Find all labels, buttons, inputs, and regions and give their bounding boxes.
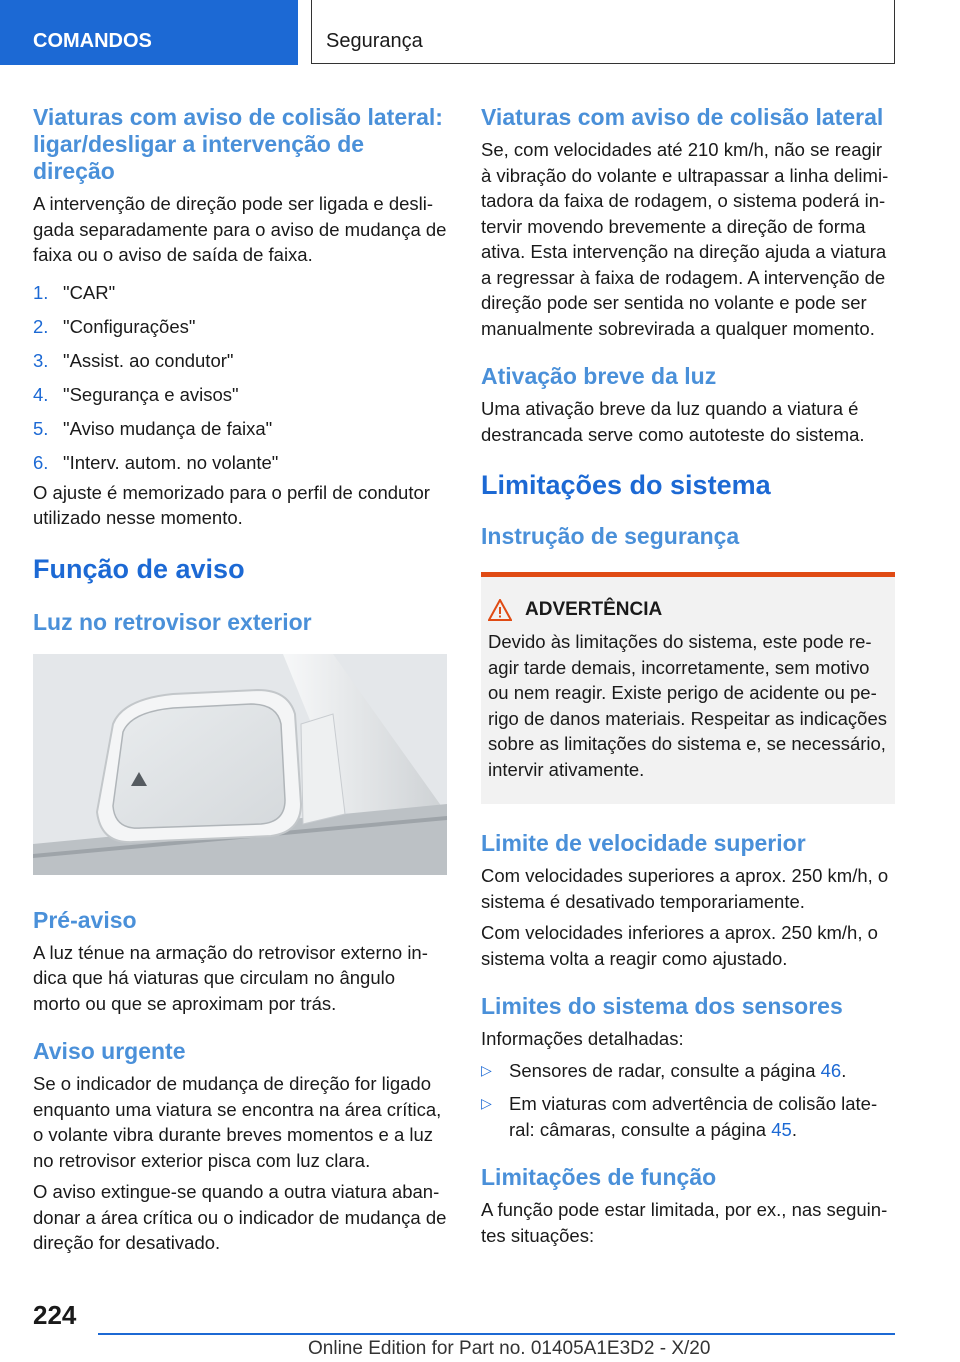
step-number: 6. bbox=[33, 451, 49, 473]
list-item bbox=[481, 1052, 895, 1086]
footer-divider bbox=[98, 1333, 895, 1335]
heading-system-limits: Limitações do sistema bbox=[481, 470, 771, 500]
paragraph-side-collision: Se, com velocidades até 210 km/h, não se reagir à vibração do volante e ultrapassar a linha delimitadora da faixa de rodagem, o sistema poderá intervir movendo brevemente a direção de forma ativa. Esta intervenção na direção ajuda a viatura a regressar à faixa de rodagem. A intervenção de direção pode ser sentida no volante e pode ser manualmente sobrevirada a qualquer momento. bbox=[481, 139, 889, 339]
chapter-tab: COMANDOS bbox=[0, 0, 298, 65]
paragraph-light-activation: Uma ativação breve da luz quando a viatura é destrancada serve como autoteste do sistema. bbox=[481, 398, 865, 445]
page-number: 224 bbox=[33, 1300, 77, 1330]
heading-mirror-light: Luz no retrovisor exterior bbox=[33, 608, 312, 635]
paragraph-urgent-warning: Se o indicador de mudança de direção for ligado enquanto uma viatura se encontra na área crítica, o volante vibra durante breves momentos e a luz no retrovisor exterior pisca com luz clara. bbox=[33, 1073, 442, 1171]
heading-side-collision: Viaturas com aviso de colisão lateral bbox=[481, 104, 884, 130]
side-mirror-image bbox=[33, 654, 447, 875]
step-number: 2. bbox=[33, 315, 49, 337]
heading-sensor-limits: Limites do sistema dos sensores bbox=[481, 993, 843, 1019]
paragraph-function-limits: A função pode estar limitada, por ex., nas seguintes situações: bbox=[481, 1199, 888, 1246]
warning-triangle-icon bbox=[488, 599, 512, 621]
step-text: "Assist. ao condutor" bbox=[63, 349, 234, 371]
step-number: 5. bbox=[33, 417, 49, 439]
list-item bbox=[33, 342, 447, 376]
bullet-text bbox=[509, 1058, 846, 1084]
paragraph-prewarning: A luz ténue na armação do retrovisor externo indica que há viaturas que circulam no ângulo morto ou que se aproximam por trás. bbox=[33, 941, 428, 1014]
paragraph-memorized: O ajuste é memorizado para o perfil de condutor utilizado nesse momento. bbox=[33, 481, 430, 528]
bullet-text bbox=[509, 1091, 895, 1142]
sensor-references-list bbox=[481, 1052, 895, 1145]
bullet-label: Sensores de radar, consulte a página bbox=[509, 1059, 821, 1081]
page-link-46[interactable]: 46 bbox=[820, 1059, 842, 1081]
heading-prewarning: Pré-aviso bbox=[33, 906, 137, 933]
warning-title bbox=[488, 597, 888, 623]
list-item bbox=[33, 410, 447, 444]
step-text: "Segurança e avisos" bbox=[63, 383, 239, 405]
paragraph-details: Informações detalhadas: bbox=[481, 1028, 684, 1049]
step-text: "Aviso mudança de faixa" bbox=[63, 417, 273, 439]
paragraph-speed-below: Com velocidades inferiores a aprox. 250 km/h, o sistema volta a reagir como ajustado. bbox=[481, 922, 878, 969]
heading-urgent-warning: Aviso urgente bbox=[33, 1038, 186, 1064]
warning-box bbox=[481, 572, 895, 804]
bullet-triangle-icon: ▷ bbox=[481, 1061, 492, 1078]
paragraph-speed-above: Com velocidades superiores a aprox. 250 km/h, o sistema é desativado temporariamente. bbox=[481, 865, 889, 912]
step-text: "Interv. autom. no volante" bbox=[63, 451, 279, 473]
list-item bbox=[33, 274, 447, 308]
step-number: 1. bbox=[33, 281, 49, 303]
step-text: "CAR" bbox=[63, 281, 116, 303]
left-column bbox=[33, 100, 447, 1256]
heading-upper-speed-limit: Limite de velocidade superior bbox=[481, 830, 806, 856]
right-column bbox=[481, 100, 895, 1248]
heading-steering-intervention: Viaturas com aviso de colisão lateral: ligar/desligar a intervenção de direção bbox=[33, 104, 443, 184]
warning-title-text: ADVERTÊNCIA bbox=[525, 599, 663, 620]
bullet-period: . bbox=[841, 1059, 847, 1081]
list-item bbox=[33, 308, 447, 342]
paragraph-warning-extinguish: O aviso extingue-se quando a outra viatura abandonar a área crítica ou o indicador de mudança de direção for desativado. bbox=[33, 1181, 447, 1253]
warning-text: Devido às limitações do sistema, este pode reagir tarde demais, incorretamente, sem motivo ou nem reagir. Existe perigo de acidente ou perigo de danos materiais. Respeitar as indicações sobre as limitações do sistema e, se necessário, intervir ativamente. bbox=[488, 631, 887, 780]
bullet-label: Em viaturas com advertência de colisão lateral: câmaras, consulte a página bbox=[509, 1093, 878, 1140]
list-item bbox=[33, 376, 447, 410]
paragraph-steering-intervention: A intervenção de direção pode ser ligada e desligada separadamente para o aviso de mudança de faixa ou o aviso de saída de faixa. bbox=[33, 193, 447, 265]
footer-edition: Online Edition for Part no. 01405A1E3D2 - X/20 bbox=[308, 1338, 711, 1359]
step-number: 3. bbox=[33, 349, 49, 371]
step-text: "Configurações" bbox=[63, 315, 196, 337]
mirror-illustration bbox=[33, 654, 447, 875]
bullet-period: . bbox=[791, 1118, 797, 1140]
section-title: Segurança bbox=[311, 0, 895, 64]
heading-safety-instruction: Instrução de segurança bbox=[481, 523, 740, 549]
step-number: 4. bbox=[33, 383, 49, 405]
heading-function-limits: Limitações de função bbox=[481, 1164, 717, 1190]
heading-warning-function: Função de aviso bbox=[33, 553, 245, 584]
bullet-triangle-icon: ▷ bbox=[481, 1095, 492, 1111]
heading-light-activation: Ativação breve da luz bbox=[481, 363, 717, 389]
settings-steps-list bbox=[33, 274, 447, 478]
page-link-45[interactable]: 45 bbox=[771, 1118, 792, 1140]
list-item bbox=[481, 1085, 895, 1144]
list-item bbox=[33, 444, 447, 478]
